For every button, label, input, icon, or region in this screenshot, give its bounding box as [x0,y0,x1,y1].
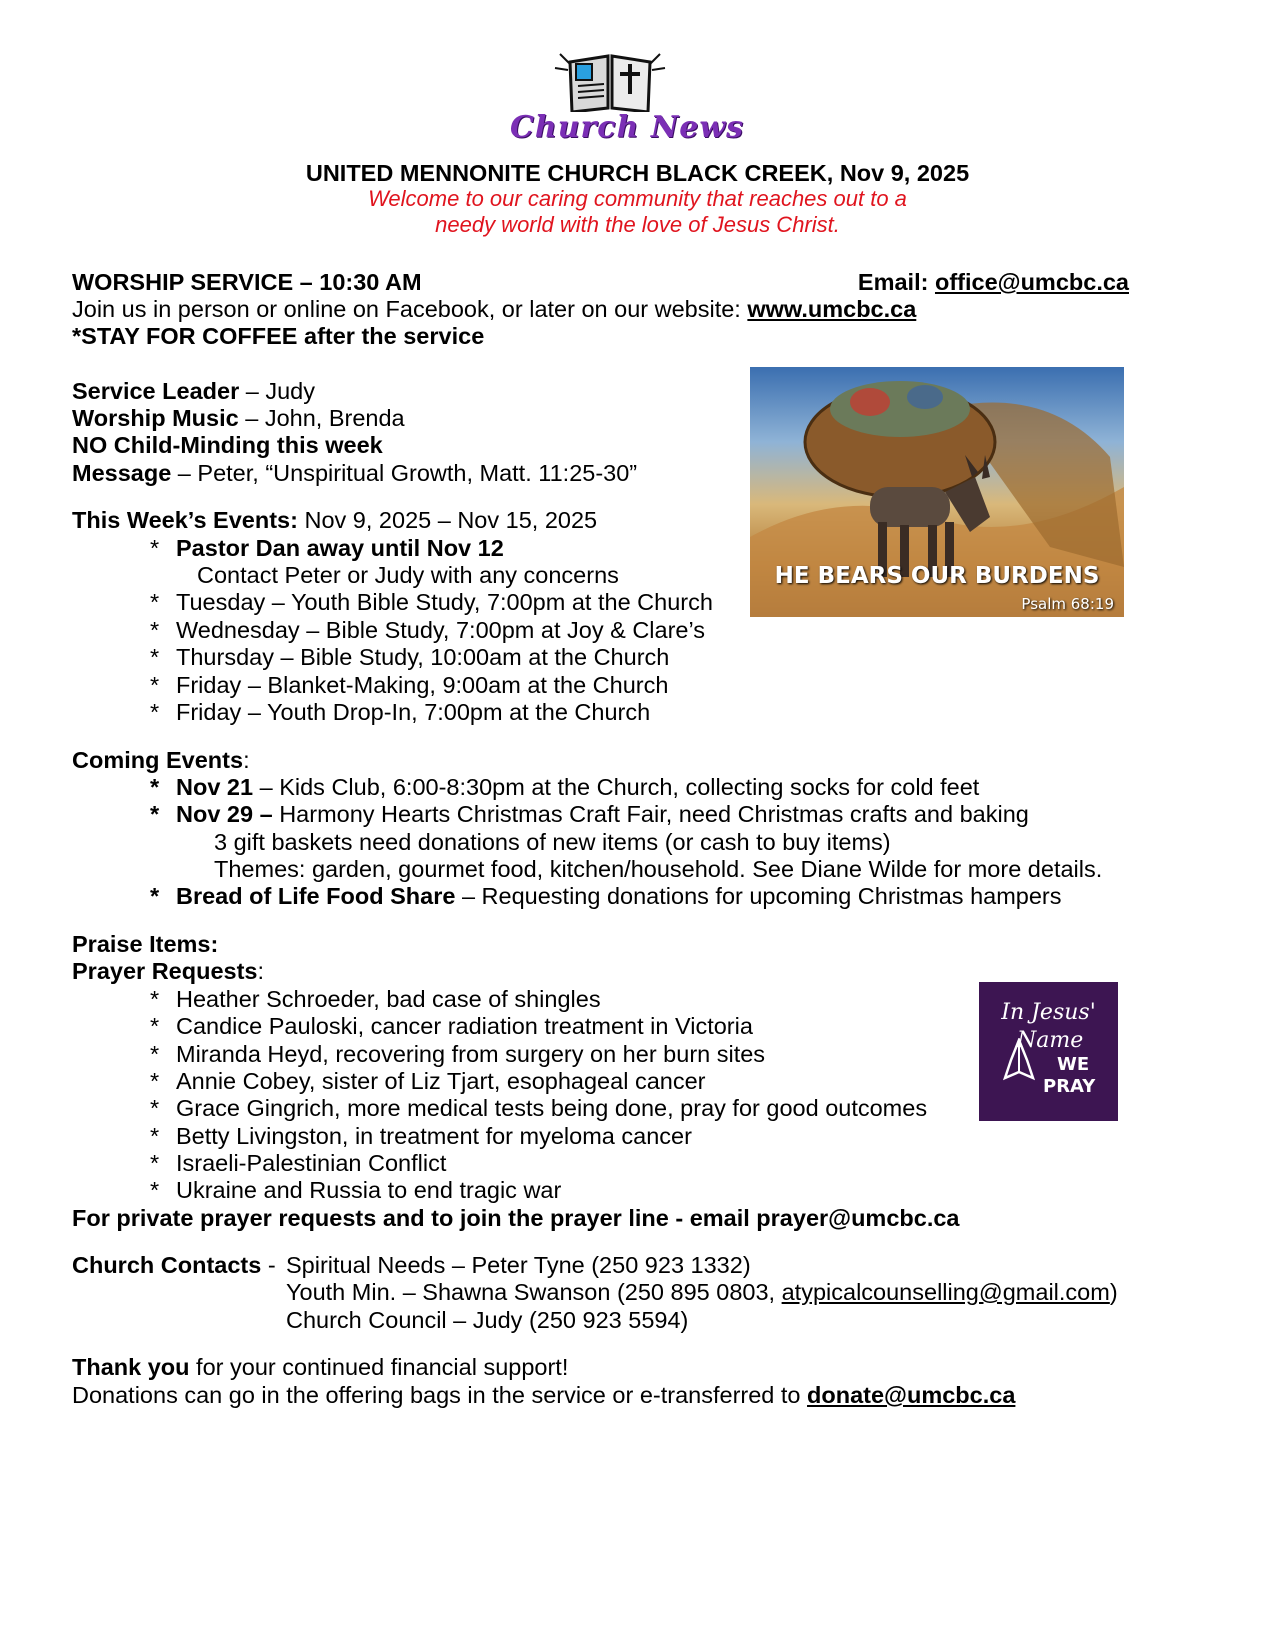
contacts-label: Church Contacts - [72,1252,276,1278]
week-item: * Friday – Blanket-Making, 9:00am at the Church [150,672,669,698]
week-item: * Thursday – Bible Study, 10:00am at the Church [150,644,670,670]
praying-hands-icon [999,1038,1039,1082]
book-cross-icon [510,50,710,112]
office-email: Email: office@umcbc.ca [857,269,1129,295]
prayer-item: * Grace Gingrich, more medical tests being done, pray for good outcomes [150,1095,928,1121]
worship-music: Worship Music – John, Brenda [72,405,405,431]
message: Message – Peter, “Unspiritual Growth, Matt. 11:25-30” [72,460,638,486]
coming-item-nov21: * Nov 21 – Kids Club, 6:00-8:30pm at the Church, collecting socks for cold feet [150,774,980,800]
week-item: * Wednesday – Bible Study, 7:00pm at Joy & Clare’s [150,617,706,643]
prayer-item: * Annie Cobey, sister of Liz Tjart, esophageal cancer [150,1068,706,1094]
image-verse: Psalm 68:19 [1021,595,1114,613]
coming-item-nov29: * Nov 29 – Harmony Hearts Christmas Craft Fair, need Christmas crafts and baking [150,801,1029,827]
week-item-pastor: * Pastor Dan away until Nov 12 [150,535,504,561]
pray-line-1: In Jesus' [1001,1000,1096,1025]
week-contact-note: Contact Peter or Judy with any concerns [197,562,619,588]
we-pray-image [979,982,1118,1121]
office-email-link[interactable]: office@umcbc.ca [934,269,1129,295]
prayer-heading: Prayer Requests: [72,958,265,984]
welcome-line-2: needy world with the love of Jesus Christ. [435,212,840,237]
church-news-logo [510,50,745,150]
coming-item-bread: * Bread of Life Food Share – Requesting donations for upcoming Christmas hampers [150,883,1062,909]
image-caption: HE BEARS OUR BURDENS [774,563,1100,589]
contact-spiritual: Spiritual Needs – Peter Tyne (250 923 1332) [286,1252,751,1278]
pray-line-3: WE [1057,1054,1090,1075]
thank-you: Thank you for your continued financial support! [72,1354,569,1380]
pray-line-2: Name [1017,1028,1084,1053]
prayer-item: * Heather Schroeder, bad case of shingles [150,986,601,1012]
donations-note: Donations can go in the offering bags in the service or e-transferred to donate@umcbc.ca [72,1382,1016,1408]
worship-heading: WORSHIP SERVICE – 10:30 AM [72,269,422,295]
praise-heading: Praise Items: [72,931,219,957]
child-minding: NO Child-Minding this week [72,432,383,458]
bulletin-title: UNITED MENNONITE CHURCH BLACK CREEK, Nov 9, 2025 [305,160,970,186]
contact-youth: Youth Min. – Shawna Swanson (250 895 0803, atypicalcounselling@gmail.com) [286,1279,1118,1305]
donkey-burden-image [750,367,1124,617]
coming-nov29-line2: 3 gift baskets need donations of new items (or cash to buy items) [214,829,891,855]
donate-email-link[interactable]: donate@umcbc.ca [807,1382,1016,1408]
website-link[interactable]: www.umcbc.ca [747,296,917,322]
coming-heading: Coming Events: [72,747,250,773]
coming-nov29-line3: Themes: garden, gourmet food, kitchen/household. See Diane Wilde for more details. [214,856,1103,882]
join-text: Join us in person or online on Facebook, or later on our website: www.umcbc.ca [72,296,917,322]
coffee-note: *STAY FOR COFFEE after the service [72,323,485,349]
prayer-item: * Miranda Heyd, recovering from surgery on her burn sites [150,1041,766,1067]
pray-line-4: PRAY [1043,1076,1096,1097]
welcome-line-1: Welcome to our caring community that reaches out to a [368,186,907,211]
private-prayer-note: For private prayer requests and to join the prayer line - email prayer@umcbc.ca [72,1205,960,1231]
prayer-item: * Israeli-Palestinian Conflict [150,1150,447,1176]
service-leader: Service Leader – Judy [72,378,316,404]
logo-text: Church News [510,110,745,145]
prayer-item: * Ukraine and Russia to end tragic war [150,1177,562,1203]
week-heading: This Week’s Events: Nov 9, 2025 – Nov 15, 2025 [72,507,598,533]
week-item: * Tuesday – Youth Bible Study, 7:00pm at the Church [150,589,713,615]
prayer-item: * Betty Livingston, in treatment for myeloma cancer [150,1123,692,1149]
contact-council: Church Council – Judy (250 923 5594) [286,1307,689,1333]
prayer-item: * Candice Pauloski, cancer radiation treatment in Victoria [150,1013,753,1039]
youth-email-link[interactable]: atypicalcounselling@gmail.com [781,1279,1110,1305]
week-item: * Friday – Youth Drop-In, 7:00pm at the Church [150,699,651,725]
